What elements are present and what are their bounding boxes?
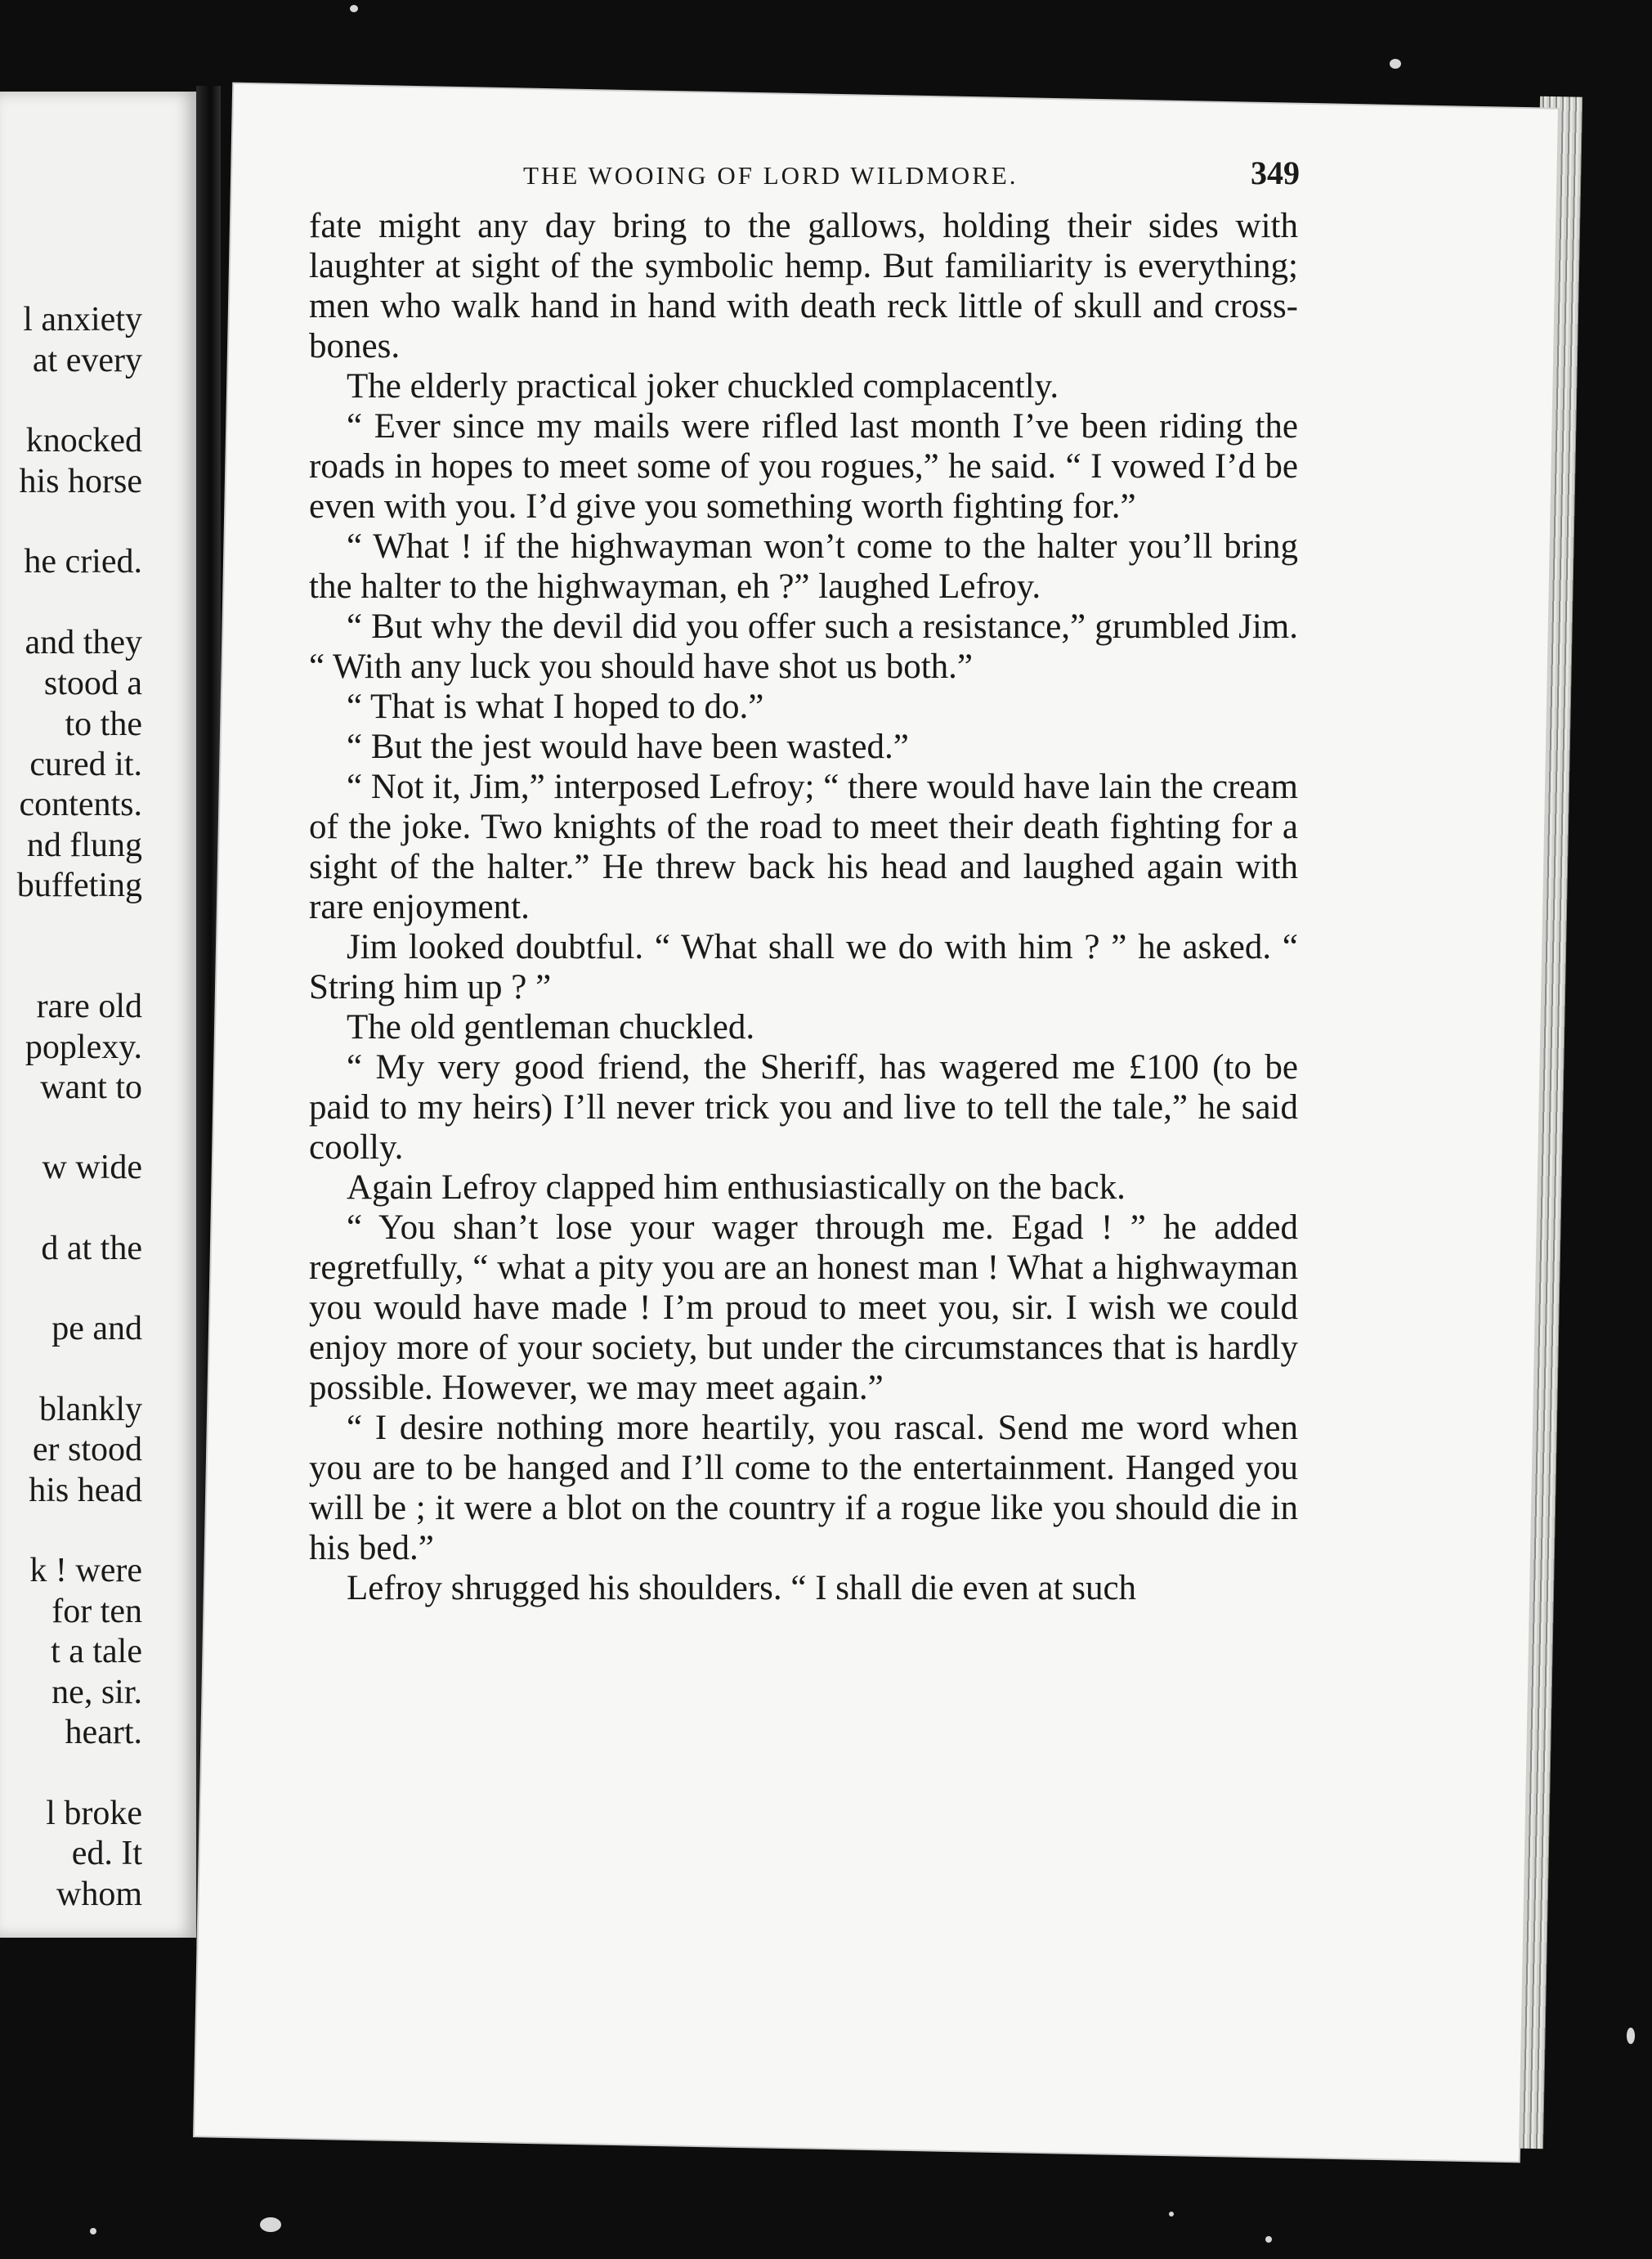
left-page-fragment: rare old xyxy=(36,988,142,1025)
running-title: THE WOOING OF LORD WILDMORE. xyxy=(523,161,1019,190)
paragraph: Lefroy shrugged his shoulders. “ I shall die even at such xyxy=(347,1569,1137,1607)
page-number: 349 xyxy=(1251,155,1300,191)
left-page-fragment: buffeting xyxy=(16,867,142,904)
left-page-fragment: for ten xyxy=(51,1593,142,1630)
left-page-fragment: ed. It xyxy=(71,1835,142,1872)
left-page-fragment: w wide xyxy=(42,1149,142,1186)
dust-speck xyxy=(350,5,358,12)
left-page-fragment: at every xyxy=(32,342,142,379)
paragraph: The old gentleman chuckled. xyxy=(347,1008,755,1047)
running-head xyxy=(311,154,1300,192)
left-page-fragment: whom xyxy=(56,1876,142,1913)
left-facing-page xyxy=(0,92,196,1938)
left-page-fragment: cured it. xyxy=(29,746,142,783)
left-page-fragment: er stood xyxy=(32,1431,142,1468)
paragraph: The elderly practical joker chuckled complacently. xyxy=(347,367,1059,406)
left-page-fragment: l anxiety xyxy=(23,301,142,338)
paragraph: fate might any day bring to the gallows, holding their sides with laughter at sight of the symbolic hemp. But familiarity is everything; men who walk hand in hand with death reck little of skull and cross-bones. xyxy=(309,207,1298,365)
paragraph: Jim looked doubtful. “ What shall we do with him ? ” he asked. “ String him up ? ” xyxy=(309,928,1298,1006)
dust-speck xyxy=(1390,59,1401,69)
left-page-fragment: stood a xyxy=(43,665,142,702)
paragraph: “ Ever since my mails were rifled last month I’ve been riding the roads in hopes to meet some of you rogues,” he said. “ I vowed I’d be even with you. I’d give you something worth fighting for.” xyxy=(309,407,1298,526)
paragraph: “ What ! if the highwayman won’t come to the halter you’ll bring the halter to the highwayman, eh ?” laughed Lefroy. xyxy=(309,527,1298,606)
left-page-fragment: heart. xyxy=(65,1714,142,1751)
dust-speck xyxy=(1265,2236,1272,2243)
dust-speck xyxy=(90,2228,96,2234)
dust-speck xyxy=(260,2217,281,2232)
paragraph: “ Not it, Jim,” interposed Lefroy; “ there would have lain the cream of the joke. Two knights of the road to meet their death fighting for a sight of the halter.” He threw back his head and laughed again with rare enjoyment. xyxy=(309,768,1298,926)
left-page-fragment: blankly xyxy=(39,1391,142,1428)
paragraph: “ But why the devil did you offer such a resistance,” grumbled Jim. “ With any luck you should have shot us both.” xyxy=(309,607,1298,686)
left-page-fragment: t a tale xyxy=(51,1633,142,1670)
paragraph: Again Lefroy clapped him enthusiastically on the back. xyxy=(347,1168,1126,1207)
left-page-fragment: knocked xyxy=(25,422,142,459)
left-page-fragment: want to xyxy=(40,1069,142,1106)
left-page-fragment: l broke xyxy=(46,1795,142,1832)
paragraph: “ That is what I hoped to do.” xyxy=(347,688,764,726)
left-page-fragment: k ! were xyxy=(29,1552,142,1589)
left-page-fragment: poplexy. xyxy=(25,1029,142,1066)
dust-speck xyxy=(1169,2212,1174,2216)
paragraph: “ My very good friend, the Sheriff, has wagered me £100 (to be paid to my heirs) I’ll never trick you and live to tell the tale,” he said coolly. xyxy=(309,1048,1298,1167)
left-page-fragment: to the xyxy=(65,706,142,743)
left-page-fragment: contents. xyxy=(19,786,142,823)
left-page-fragment: nd flung xyxy=(26,827,142,864)
left-page-fragment: he cried. xyxy=(24,543,142,580)
left-page-fragment: pe and xyxy=(51,1310,142,1347)
left-page-fragment: d at the xyxy=(41,1230,142,1267)
left-page-fragment: and they xyxy=(25,624,142,661)
left-page-fragment: his horse xyxy=(19,463,142,500)
left-page-fragment: his head xyxy=(29,1472,142,1509)
paragraph: “ I desire nothing more heartily, you rascal. Send me word when you are to be hanged and I’ll come to the entertainment. Hanged you will be ; it were a blot on the country if a rogue like you should die in his bed.” xyxy=(309,1409,1298,1567)
paragraph: “ You shan’t lose your wager through me. Egad ! ” he added regretfully, “ what a pity you are an honest man ! What a highwayman you would have made ! I’m proud to meet you, sir. I wish we could enjoy more of your society, but under the circumstances that is hardly possible. However, we may meet again.” xyxy=(309,1208,1298,1407)
dust-speck xyxy=(1627,2028,1635,2044)
left-page-fragment: ne, sir. xyxy=(51,1674,142,1711)
body-text xyxy=(309,206,1298,1608)
paragraph: “ But the jest would have been wasted.” xyxy=(347,728,909,766)
